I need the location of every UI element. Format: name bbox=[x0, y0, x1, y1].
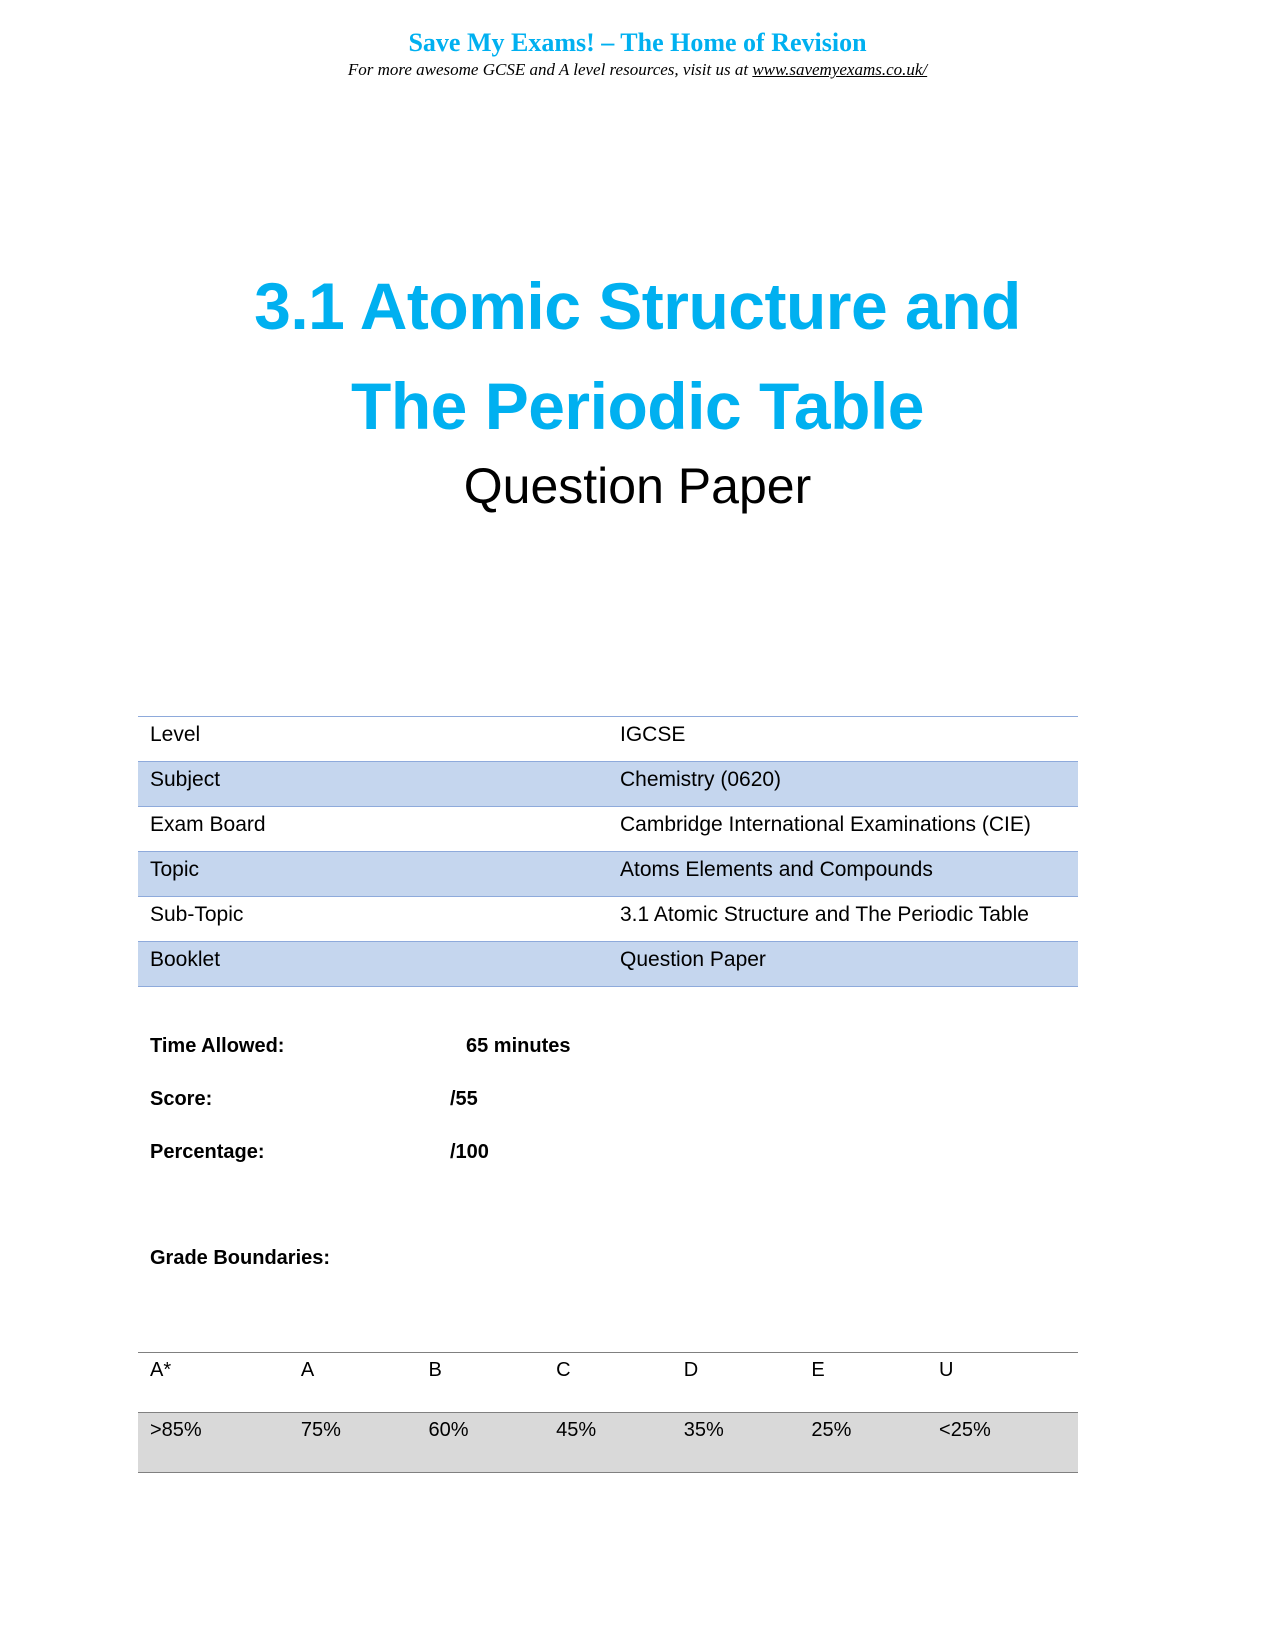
time-allowed-value: 65 minutes bbox=[466, 1035, 571, 1057]
info-label: Sub-Topic bbox=[138, 897, 608, 942]
grade-value: >85% bbox=[138, 1413, 289, 1473]
header-title: Save My Exams! – The Home of Revision bbox=[408, 28, 867, 57]
time-allowed-label: Time Allowed: bbox=[150, 1035, 285, 1057]
grade-boundaries-label: Grade Boundaries: bbox=[150, 1247, 331, 1269]
grade-boundaries-heading bbox=[150, 1247, 330, 1270]
grade-value: <25% bbox=[927, 1413, 1078, 1473]
info-label: Subject bbox=[138, 762, 608, 807]
title-subtitle: Question Paper bbox=[463, 458, 812, 514]
title-line-1: 3.1 Atomic Structure and bbox=[254, 269, 1021, 343]
score-label: Score: bbox=[150, 1088, 213, 1110]
info-label: Exam Board bbox=[138, 807, 608, 852]
grade-header: U bbox=[927, 1353, 1078, 1413]
page-header bbox=[0, 28, 1275, 80]
percentage-row bbox=[150, 1141, 489, 1164]
grade-header: D bbox=[672, 1353, 800, 1413]
time-allowed-row bbox=[150, 1035, 571, 1058]
grade-value: 45% bbox=[544, 1413, 672, 1473]
info-value: Chemistry (0620) bbox=[608, 762, 1078, 807]
header-subtitle bbox=[0, 60, 1275, 80]
info-label: Topic bbox=[138, 852, 608, 897]
score-value: /55 bbox=[450, 1088, 478, 1110]
info-row bbox=[138, 717, 1078, 762]
grade-value: 35% bbox=[672, 1413, 800, 1473]
info-value: IGCSE bbox=[608, 717, 1078, 762]
info-value: Cambridge International Examinations (CIE) bbox=[608, 807, 1078, 852]
info-label: Level bbox=[138, 717, 608, 762]
info-row bbox=[138, 807, 1078, 852]
percentage-value: /100 bbox=[450, 1141, 489, 1163]
grade-header-row bbox=[138, 1353, 1078, 1413]
info-row bbox=[138, 852, 1078, 897]
info-row bbox=[138, 897, 1078, 942]
grade-value: 25% bbox=[799, 1413, 927, 1473]
info-value: Question Paper bbox=[608, 942, 1078, 987]
grade-boundaries-table bbox=[138, 1352, 1078, 1473]
info-row bbox=[138, 762, 1078, 807]
header-subtitle-text: For more awesome GCSE and A level resources, visit us at bbox=[347, 60, 753, 79]
percentage-label: Percentage: bbox=[150, 1141, 265, 1163]
info-row bbox=[138, 942, 1078, 987]
grade-header: B bbox=[417, 1353, 545, 1413]
website-link[interactable]: www.savemyexams.co.uk/ bbox=[752, 60, 928, 79]
grade-value: 75% bbox=[289, 1413, 417, 1473]
grade-value-row bbox=[138, 1413, 1078, 1473]
info-table bbox=[138, 716, 1078, 987]
grade-header: E bbox=[799, 1353, 927, 1413]
score-row bbox=[150, 1088, 478, 1111]
grade-header: A* bbox=[138, 1353, 289, 1413]
title-line-2: The Periodic Table bbox=[351, 369, 924, 443]
info-value: 3.1 Atomic Structure and The Periodic Table bbox=[608, 897, 1078, 942]
document-title bbox=[0, 256, 1275, 516]
grade-header: C bbox=[544, 1353, 672, 1413]
grade-header: A bbox=[289, 1353, 417, 1413]
grade-value: 60% bbox=[417, 1413, 545, 1473]
info-label: Booklet bbox=[138, 942, 608, 987]
info-value: Atoms Elements and Compounds bbox=[608, 852, 1078, 897]
